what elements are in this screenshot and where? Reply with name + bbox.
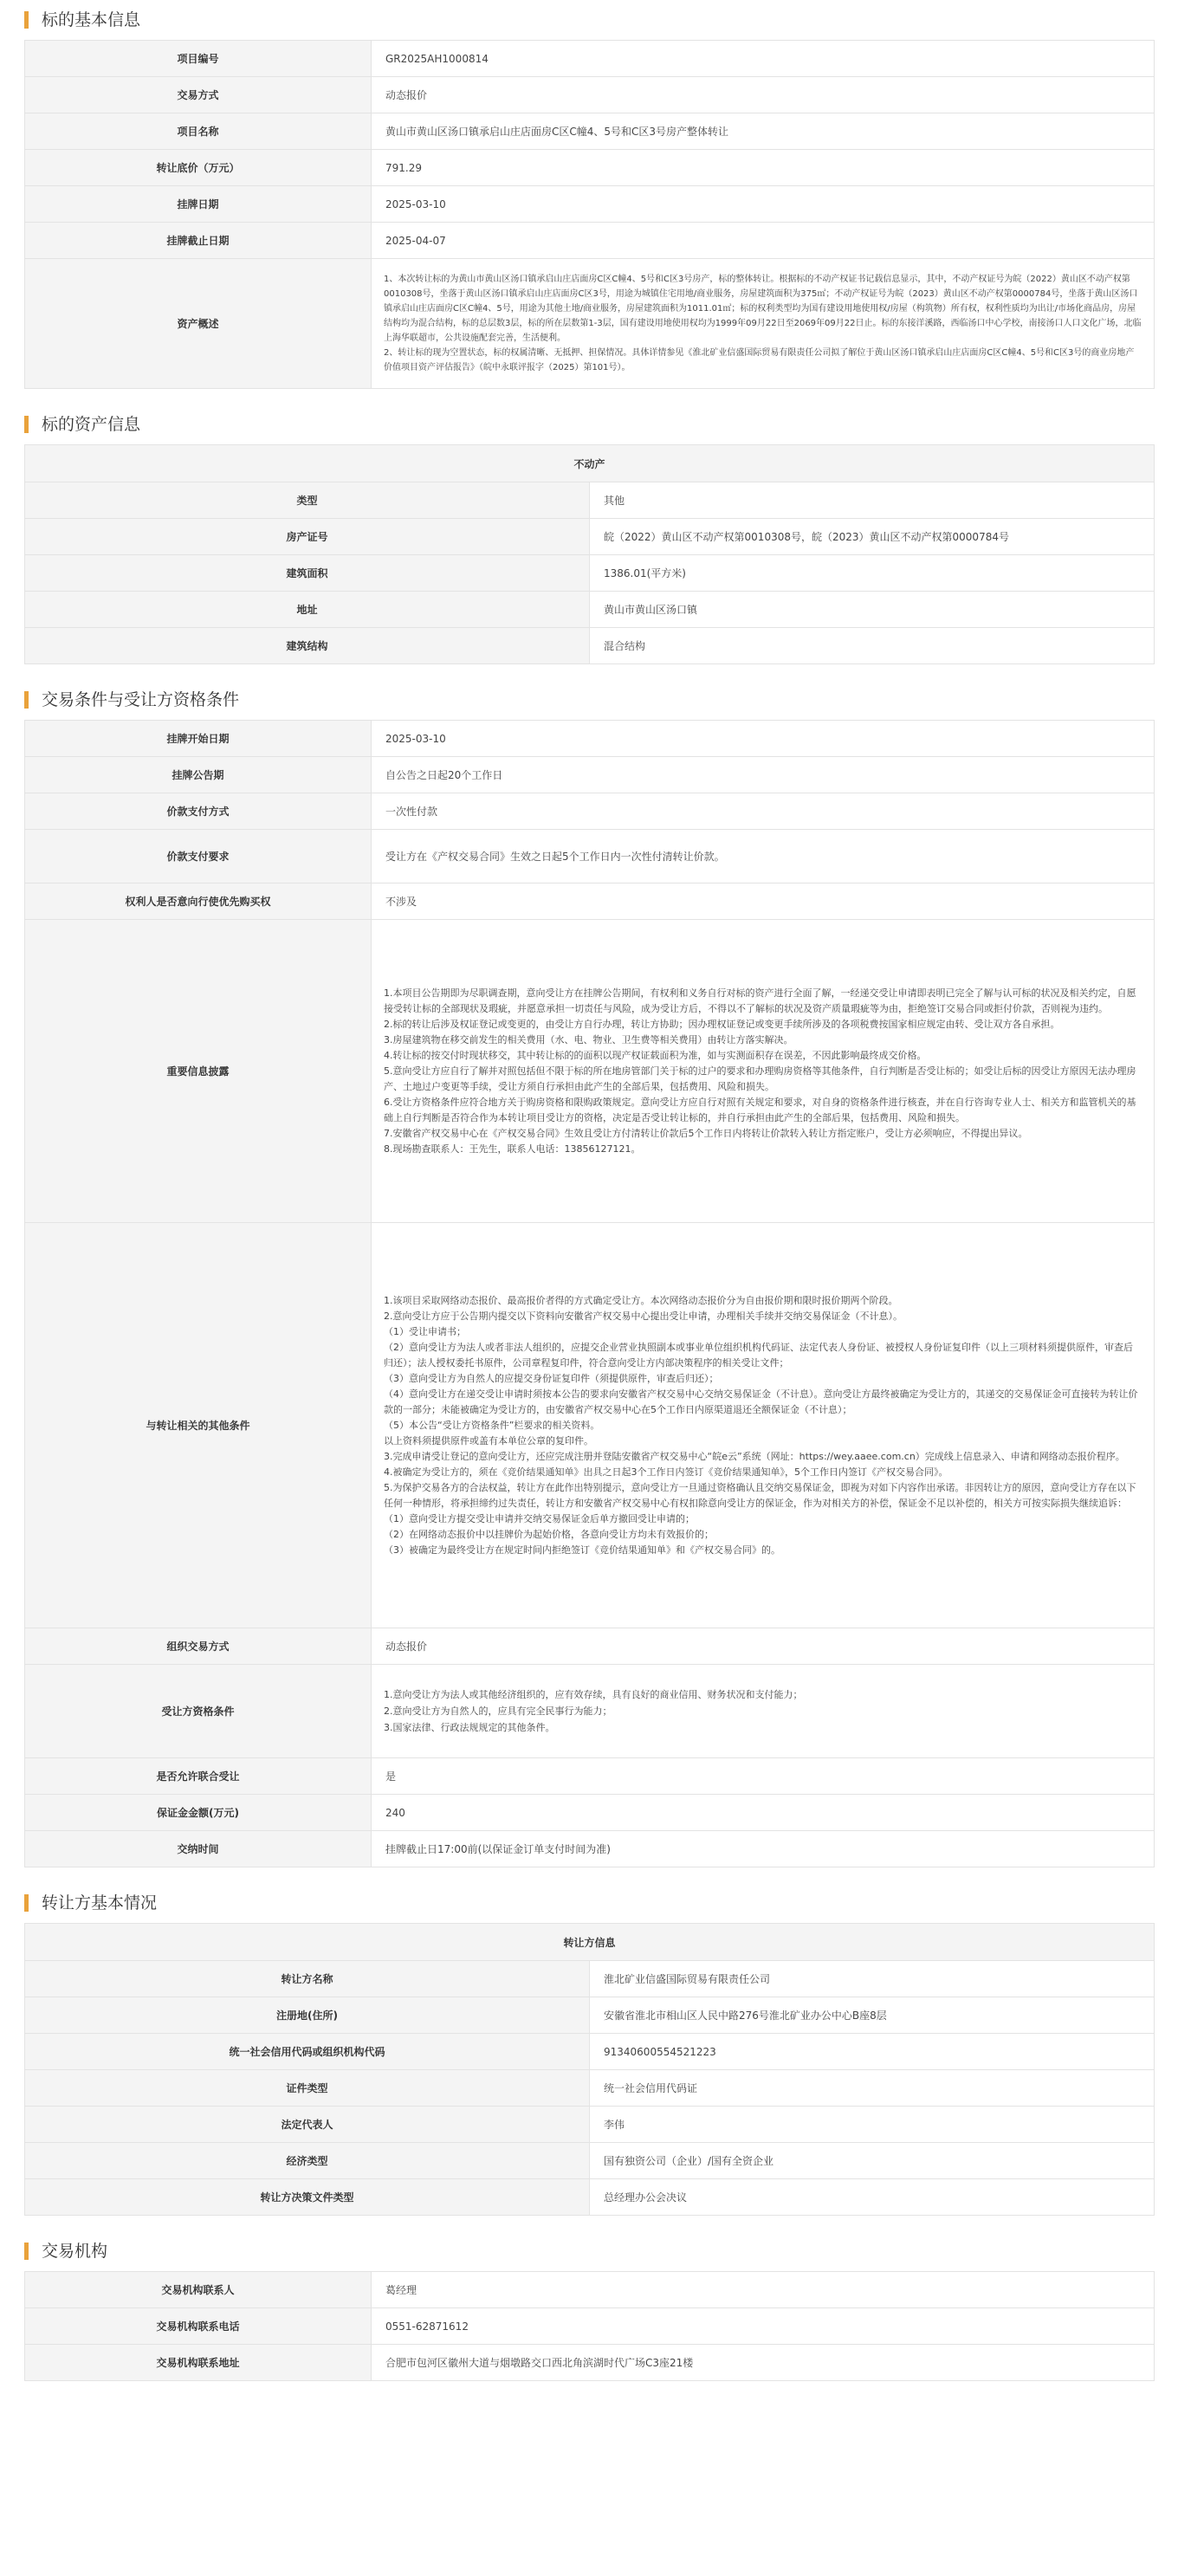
decision-value: 总经理办公会决议 — [590, 2179, 1155, 2216]
table-row — [25, 757, 1155, 793]
table-row — [25, 519, 1155, 555]
credit-code-value: 91340600554521223 — [590, 2034, 1155, 2070]
table-row — [25, 482, 1155, 519]
table-row — [25, 2179, 1155, 2216]
section-asset-info — [24, 405, 1154, 664]
qualification-value: 1.意向受让方为法人或其他经济组织的，应有效存续，具有良好的商业信用、财务状况和支付能力； 2.意向受让方为自然人的，应具有完全民事行为能力； 3.国家法律、行政法规规定的其他条件。 — [372, 1665, 1155, 1758]
section-title-asset: 标的资产信息 — [24, 405, 1154, 444]
price-label: 转让底价（万元） — [25, 150, 372, 186]
list-date-label: 挂牌日期 — [25, 186, 372, 223]
transferor-table — [24, 1923, 1155, 2216]
table-row — [25, 1758, 1155, 1795]
pay-req-value: 受让方在《产权交易合同》生效之日起5个工作日内一次性付清转让价款。 — [372, 830, 1155, 883]
overview-label: 资产概述 — [25, 259, 372, 389]
joint-label: 是否允许联合受让 — [25, 1758, 372, 1795]
table-row — [25, 1924, 1155, 1961]
table-row — [25, 1223, 1155, 1628]
section-transferor — [24, 1883, 1154, 2216]
project-name-value: 黄山市黄山区汤口镇承启山庄店面房C区C幢4、5号和C区3号房产整体转让 — [372, 113, 1155, 150]
disclosure-label: 重要信息披露 — [25, 920, 372, 1223]
table-row — [25, 2070, 1155, 2107]
credit-code-label: 统一社会信用代码或组织机构代码 — [25, 2034, 590, 2070]
table-row — [25, 830, 1155, 883]
econ-type-value: 国有独资公司（企业）/国有全资企业 — [590, 2143, 1155, 2179]
table-row — [25, 2143, 1155, 2179]
table-row — [25, 1628, 1155, 1665]
structure-value: 混合结构 — [590, 628, 1155, 664]
announce-label: 挂牌公告期 — [25, 757, 372, 793]
trade-mode-value: 动态报价 — [372, 77, 1155, 113]
joint-value: 是 — [372, 1758, 1155, 1795]
table-row — [25, 1961, 1155, 1997]
deadline-value: 2025-04-07 — [372, 223, 1155, 259]
price-value: 791.29 — [372, 150, 1155, 186]
table-row — [25, 113, 1155, 150]
table-row — [25, 259, 1155, 389]
agency-phone-value: 0551-62871612 — [372, 2308, 1155, 2345]
table-row — [25, 150, 1155, 186]
table-row — [25, 77, 1155, 113]
qualification-label: 受让方资格条件 — [25, 1665, 372, 1758]
table-row — [25, 555, 1155, 592]
section-title-agency: 交易机构 — [24, 2231, 1154, 2271]
section-title-trade: 交易条件与受让方资格条件 — [24, 680, 1154, 720]
transferor-name-label: 转让方名称 — [25, 1961, 590, 1997]
section-title-transferor: 转让方基本情况 — [24, 1883, 1154, 1923]
table-row — [25, 920, 1155, 1223]
org-mode-value: 动态报价 — [372, 1628, 1155, 1665]
transferor-name-value: 淮北矿业信盛国际贸易有限责任公司 — [590, 1961, 1155, 1997]
asset-header: 不动产 — [25, 445, 1155, 482]
start-date-label: 挂牌开始日期 — [25, 721, 372, 757]
table-row — [25, 2107, 1155, 2143]
legal-rep-label: 法定代表人 — [25, 2107, 590, 2143]
table-row — [25, 592, 1155, 628]
table-row — [25, 41, 1155, 77]
table-row — [25, 1997, 1155, 2034]
pay-req-label: 价款支付要求 — [25, 830, 372, 883]
deposit-time-label: 交纳时间 — [25, 1831, 372, 1867]
cert-type-label: 证件类型 — [25, 2070, 590, 2107]
econ-type-label: 经济类型 — [25, 2143, 590, 2179]
legal-rep-value: 李伟 — [590, 2107, 1155, 2143]
area-value: 1386.01(平方米) — [590, 555, 1155, 592]
structure-label: 建筑结构 — [25, 628, 590, 664]
table-row — [25, 628, 1155, 664]
other-conditions-label: 与转让相关的其他条件 — [25, 1223, 372, 1628]
table-row — [25, 2272, 1155, 2308]
overview-value: 1、本次转让标的为黄山市黄山区汤口镇承启山庄店面房C区C幢4、5号和C区3号房产，标的整体转让。根据标的不动产权证书记载信息显示，其中，不动产权证号为皖（2022）黄山区不动产权第0010308号，坐落于黄山区汤口镇承启山庄店面房C区3号，用途为城镇住宅用地/商业服务，房屋建筑面积为375㎡；不动产权证号为皖（2023）黄山区不动产权第0000784号，坐落于黄山区汤口镇承启山庄店面房C区C幢4、5号，用途为其他土地/商业服务，房屋建筑面积为1011.01㎡；标的权利类型均为国有建设用地使用权/房屋（构筑物）所有权，权利性质均为出让/市场化商品房，房屋结构均为混合结构，标的总层数3层，标的所在层数第1-3层，国有建设用地使用权均为1999年09月22日至2069年09月22日止。标的东接洋溪路，西临汤口中心学校，南接汤口人口文化广场，北临上海华联超市，公共设施配套完善，生活便利。 2、转让标的现为空置状态，标的权属清晰、无抵押、担保情况。具体详情参见《淮北矿业信盛国际贸易有限责任公司拟了解位于黄山区汤口镇承启山庄店面房C区C幢4、5号和C区3号的商业房地产价值项目资产评估报告》（皖中永联评报字（2025）第101号）。 — [372, 259, 1155, 389]
decision-label: 转让方决策文件类型 — [25, 2179, 590, 2216]
table-row — [25, 1795, 1155, 1831]
agency-address-value: 合肥市包河区徽州大道与烟墩路交口西北角滨湖时代广场C3座21楼 — [372, 2345, 1155, 2381]
deposit-value: 240 — [372, 1795, 1155, 1831]
project-no-label: 项目编号 — [25, 41, 372, 77]
section-title-basic: 标的基本信息 — [24, 0, 1154, 40]
list-date-value: 2025-03-10 — [372, 186, 1155, 223]
table-row — [25, 721, 1155, 757]
project-no-value: GR2025AH1000814 — [372, 41, 1155, 77]
preempt-label: 权利人是否意向行使优先购买权 — [25, 883, 372, 920]
disclosure-value: 1.本项目公告期即为尽职调查期，意向受让方在挂牌公告期间，有权利和义务自行对标的资产进行全面了解，一经递交受让申请即表明已完全了解与认可标的状况及相关约定，自愿接受转让标的全部现状及瑕疵，并愿意承担一切责任与风险，成为受让方后，不得以不了解标的状况及资产质量瑕疵等为由，拒绝签订交易合同或拒付价款，否则视为违约。 2.标的转让后涉及权证登记或变更的，由受让方自行办理，转让方协助；因办理权证登记或变更手续所涉及的各项税费按国家相应规定由转、受让双方各自承担。 3.房屋建筑物在移交前发生的相关费用（水、电、物业、卫生费等相关费用）由转让方落实解决。 4.转让标的按交付时现状移交，其中转让标的的面积以现产权证载面积为准，如与实测面积存在误差，不因此影响最终成交价格。 5.意向受让方应自行了解并对照包括但不限于标的所在地房管部门关于标的过户的要求和办理购房资格等其他条件，自行判断是否受让标的；如受让后标的因受让方原因无法办理房产、土地过户变更等手续，受让方须自行承担由此产生的全部后果，包括费用、风险和损失。 6.受让方资格条件应符合地方关于购房资格和限购政策规定。意向受让方应自行对照有关规定和要求，对自身的资格条件进行核查，并在自行咨询专业人士、相关方和监管机关的基础上自行判断是否符合作为本转让项目受让方的资格，决定是否受让转让标的，并自行承担由此产生的全部后果，包括费用、风险和损失。 7.安徽省产权交易中心在《产权交易合同》生效且受让方付清转让价款后5个工作日内将转让价款转入转让方指定账户，受让方必须响应，不得提出异议。 8.现场勘查联系人：王先生，联系人电话：13856127121。 — [372, 920, 1155, 1223]
table-row — [25, 1831, 1155, 1867]
reg-addr-value: 安徽省淮北市相山区人民中路276号淮北矿业办公中心B座8层 — [590, 1997, 1155, 2034]
table-row — [25, 445, 1155, 482]
area-label: 建筑面积 — [25, 555, 590, 592]
agency-contact-label: 交易机构联系人 — [25, 2272, 372, 2308]
table-row — [25, 2034, 1155, 2070]
agency-contact-value: 葛经理 — [372, 2272, 1155, 2308]
table-row — [25, 223, 1155, 259]
announce-value: 自公告之日起20个工作日 — [372, 757, 1155, 793]
asset-type-value: 其他 — [590, 482, 1155, 519]
deadline-label: 挂牌截止日期 — [25, 223, 372, 259]
org-mode-label: 组织交易方式 — [25, 1628, 372, 1665]
trade-conditions-table — [24, 720, 1155, 1867]
other-conditions-value: 1.该项目采取网络动态报价、最高报价者得的方式确定受让方。本次网络动态报价分为自由报价期和限时报价期两个阶段。 2.意向受让方应于公告期内提交以下资料向安徽省产权交易中心提出受让申请，办理相关手续并交纳交易保证金（不计息）。 （1）受让申请书； （2）意向受让方为法人或者非法人组织的，应提交企业营业执照副本或事业单位组织机构代码证、法定代表人身份证、被授权人身份证复印件（以上三项材料须提供原件，审查后归还）；法人授权委托书原件，公司章程复印件，符合意向受让方内部决策程序的相关受让文件； （3）意向受让方为自然人的应提交身份证复印件（须提供原件，审查后归还）； （4）意向受让方在递交受让申请时须按本公告的要求向安徽省产权交易中心交纳交易保证金（不计息）。意向受让方最终被确定为受让方的，其递交的交易保证金可直接转为转让价款的一部分；未能被确定为受让方的，由安徽省产权交易中心在5个工作日内原渠道退还全额保证金（不计息）； （5）本公告“受让方资格条件”栏要求的相关资料。 以上资料须提供原件或盖有本单位公章的复印件。 3.完成申请受让登记的意向受让方，还应完成注册并登陆安徽省产权交易中心“皖e云”系统（网址：https://wey.aaee.com.cn）完成线上信息录入、申请和网络动态报价程序。 4.被确定为受让方的，须在《竞价结果通知单》出具之日起3个工作日内签订《竞价结果通知单》，5个工作日内签订《产权交易合同》。 5.为保护交易各方的合法权益，转让方在此作出特别提示，意向受让方一旦通过资格确认且交纳交易保证金，即视为对如下内容作出承诺。非因转让方的原因，意向受让方存在以下任何一种情形，将承担缔约过失责任，转让方和安徽省产权交易中心有权扣除意向受让方的保证金，作为对相关方的补偿，保证金不足以补偿的，相关方可按实际损失继续追诉： （1）意向受让方提交受让申请并交纳交易保证金后单方撤回受让申请的； （2）在网络动态报价中以挂牌价为起始价格，各意向受让方均未有效报价的； （3）被确定为最终受让方在规定时间内拒绝签订《竞价结果通知单》和《产权交易合同》的。 — [372, 1223, 1155, 1628]
deposit-label: 保证金金额(万元) — [25, 1795, 372, 1831]
agency-phone-label: 交易机构联系电话 — [25, 2308, 372, 2345]
project-name-label: 项目名称 — [25, 113, 372, 150]
cert-type-value: 统一社会信用代码证 — [590, 2070, 1155, 2107]
deposit-time-value: 挂牌截止日17:00前(以保证金订单支付时间为准) — [372, 1831, 1155, 1867]
pay-mode-label: 价款支付方式 — [25, 793, 372, 830]
section-basic-info — [24, 0, 1154, 389]
section-trade-conditions — [24, 680, 1154, 1867]
table-row — [25, 883, 1155, 920]
address-value: 黄山市黄山区汤口镇 — [590, 592, 1155, 628]
table-row — [25, 2345, 1155, 2381]
table-row — [25, 1665, 1155, 1758]
transferor-header: 转让方信息 — [25, 1924, 1155, 1961]
asset-type-label: 类型 — [25, 482, 590, 519]
agency-address-label: 交易机构联系地址 — [25, 2345, 372, 2381]
pay-mode-value: 一次性付款 — [372, 793, 1155, 830]
asset-info-table — [24, 444, 1155, 664]
cert-value: 皖（2022）黄山区不动产权第0010308号，皖（2023）黄山区不动产权第0000784号 — [590, 519, 1155, 555]
table-row — [25, 2308, 1155, 2345]
reg-addr-label: 注册地(住所) — [25, 1997, 590, 2034]
table-row — [25, 186, 1155, 223]
preempt-value: 不涉及 — [372, 883, 1155, 920]
table-row — [25, 793, 1155, 830]
basic-info-table — [24, 40, 1155, 389]
address-label: 地址 — [25, 592, 590, 628]
start-date-value: 2025-03-10 — [372, 721, 1155, 757]
trade-mode-label: 交易方式 — [25, 77, 372, 113]
section-agency — [24, 2231, 1154, 2381]
cert-label: 房产证号 — [25, 519, 590, 555]
agency-table — [24, 2271, 1155, 2381]
